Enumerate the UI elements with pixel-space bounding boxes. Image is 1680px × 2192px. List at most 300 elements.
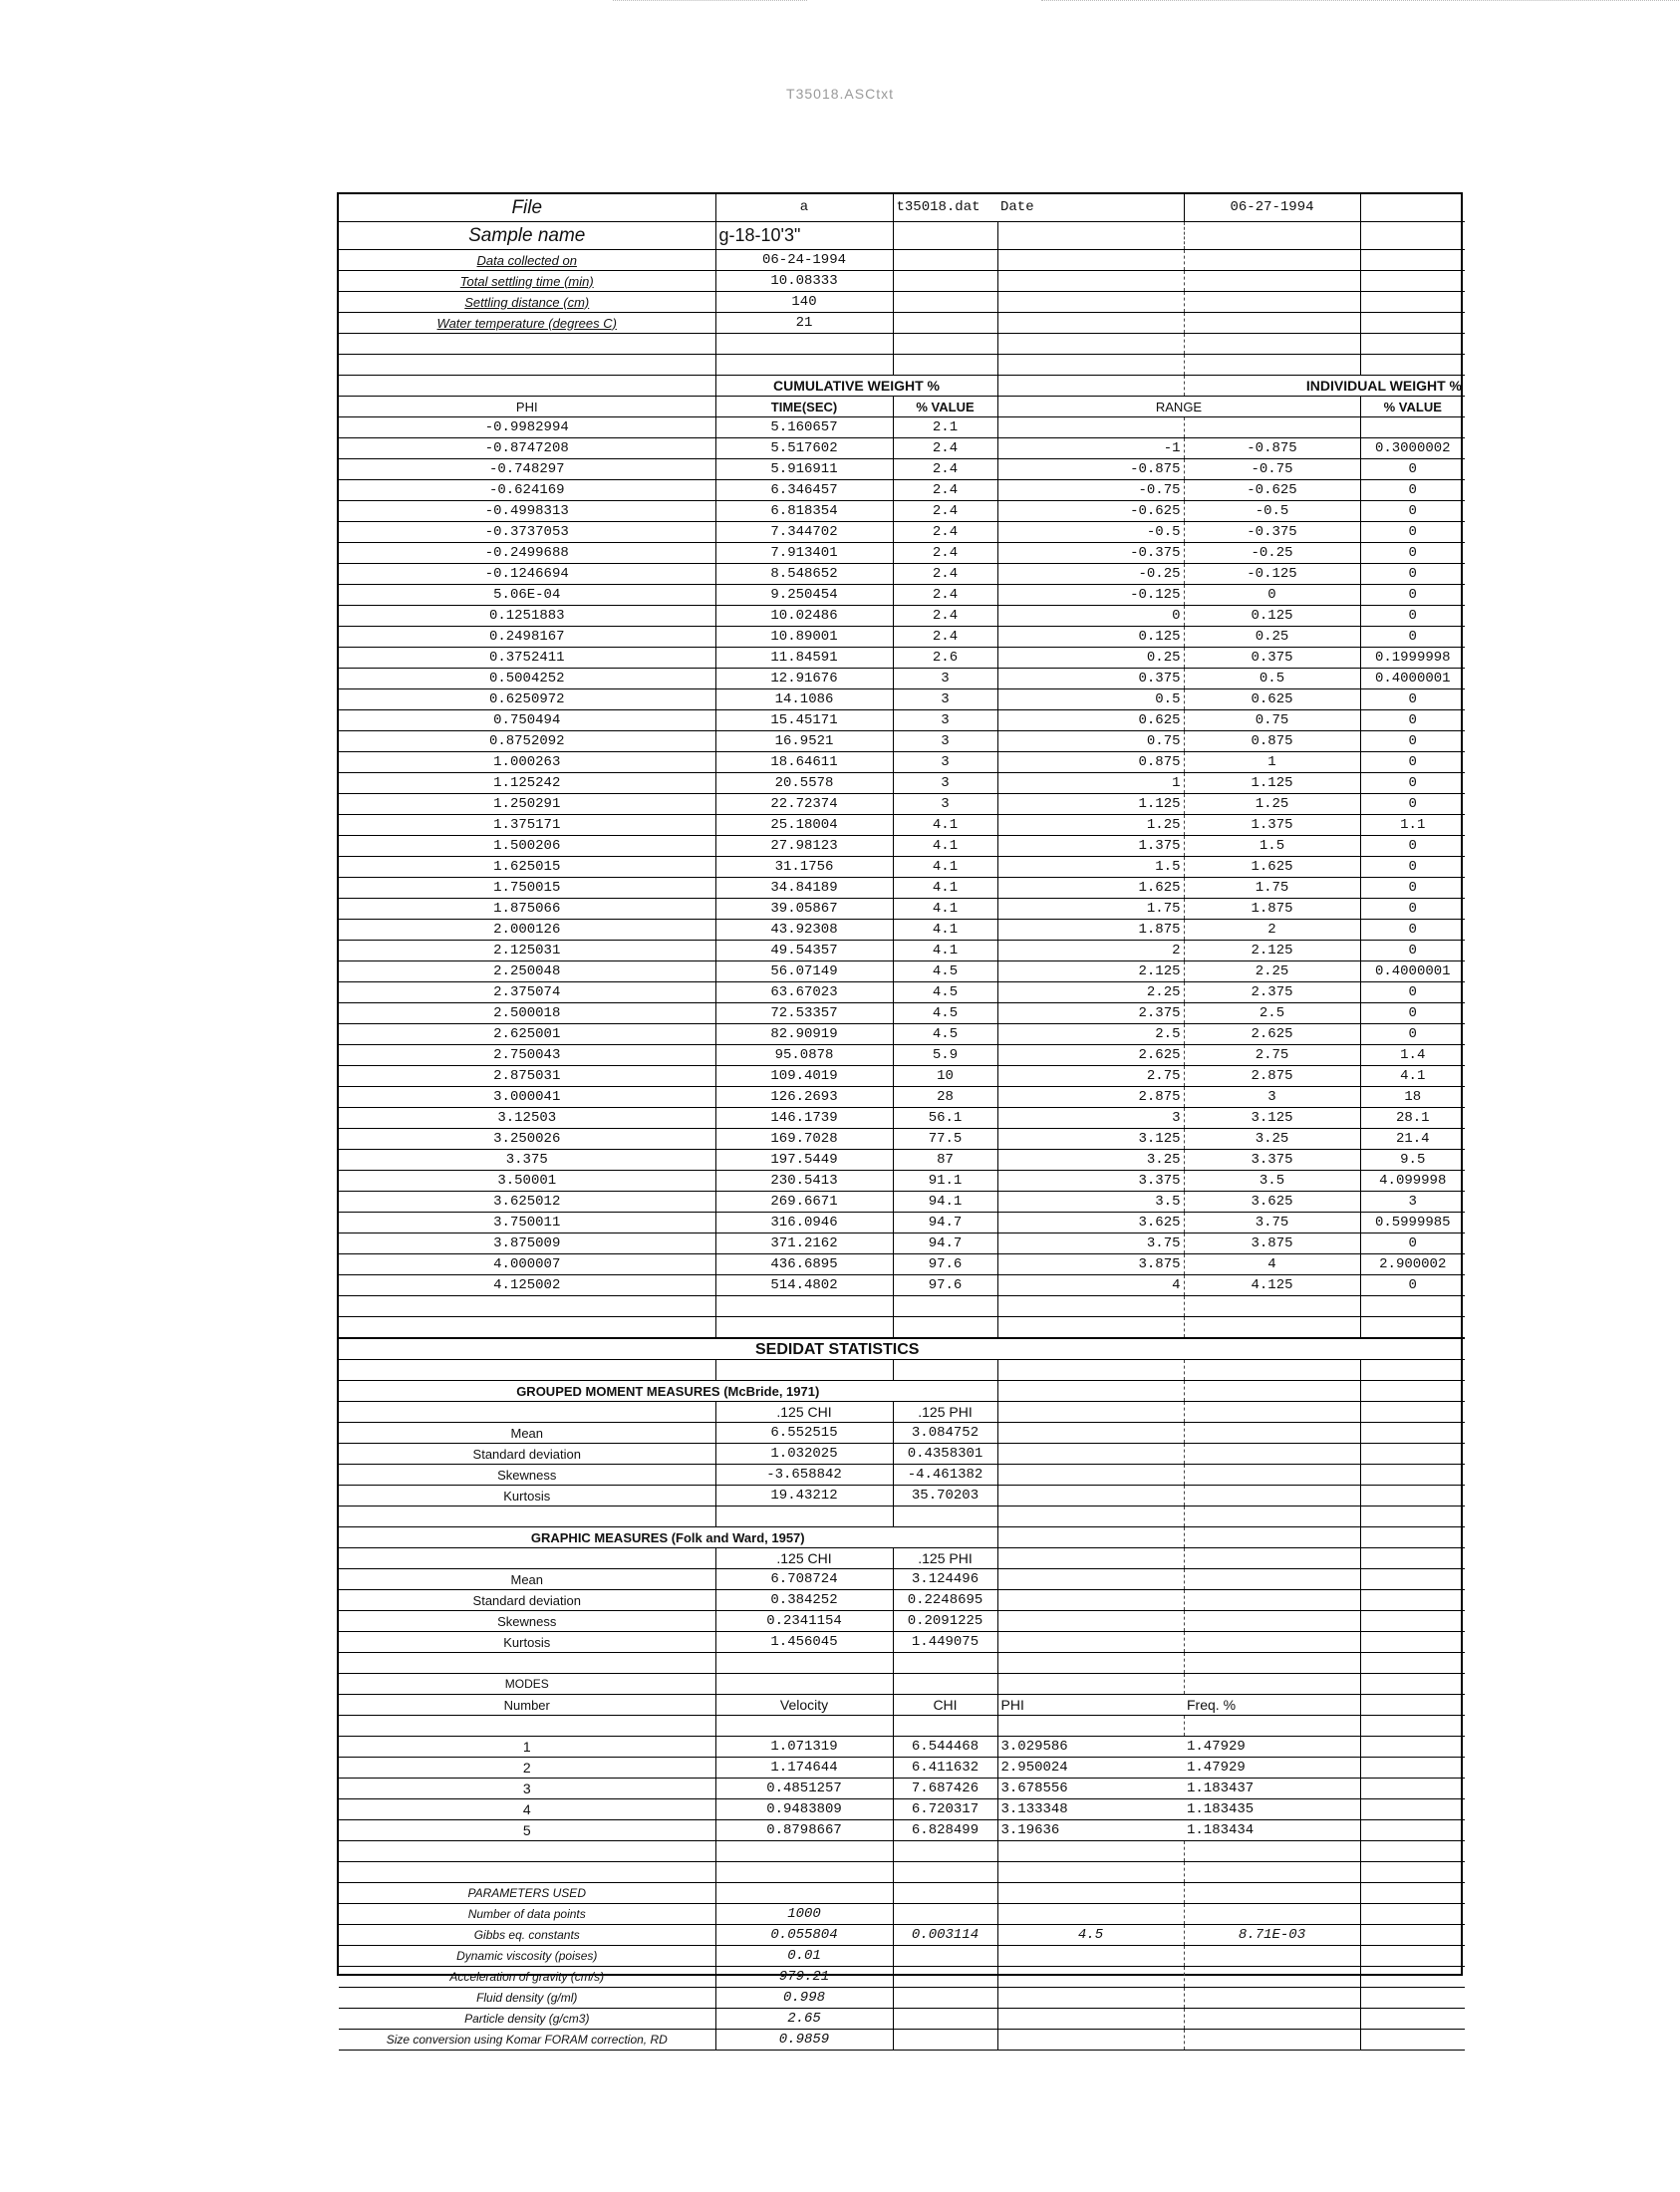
stat-label: Standard deviation bbox=[339, 1590, 715, 1611]
ivalue-cell: 0 bbox=[1360, 543, 1465, 564]
ivalue-cell: 0 bbox=[1360, 459, 1465, 480]
ivalue-cell: 9.5 bbox=[1360, 1150, 1465, 1171]
param-v1: 2.65 bbox=[715, 2009, 893, 2030]
empty-cell bbox=[339, 1317, 715, 1339]
empty-cell bbox=[715, 1317, 893, 1339]
range-from-cell: -0.375 bbox=[997, 543, 1184, 564]
stat-chi: 0.384252 bbox=[715, 1590, 893, 1611]
ivalue-cell: 0 bbox=[1360, 606, 1465, 627]
param-v1: 979.21 bbox=[715, 1967, 893, 1988]
time-cell: 197.5449 bbox=[715, 1150, 893, 1171]
range-to-cell: 0.75 bbox=[1184, 710, 1360, 731]
empty-cell bbox=[893, 1653, 997, 1674]
value-cell: 4.1 bbox=[893, 920, 997, 941]
graphic-title-row bbox=[339, 1527, 1465, 1548]
param-v2 bbox=[893, 1904, 997, 1925]
param-label: Particle density (g/cm3) bbox=[339, 2009, 715, 2030]
empty-cell bbox=[997, 1402, 1184, 1423]
stat-chi: 6.552515 bbox=[715, 1423, 893, 1444]
data-row bbox=[339, 920, 1465, 941]
empty-cell bbox=[1184, 250, 1360, 271]
empty-cell bbox=[997, 1360, 1184, 1381]
mode-velocity: 1.071319 bbox=[715, 1737, 893, 1758]
range-from-cell: 2.625 bbox=[997, 1045, 1184, 1066]
ivalue-cell: 0 bbox=[1360, 480, 1465, 501]
meta-value: 10.08333 bbox=[715, 271, 893, 292]
mode-freq: 1.183437 bbox=[1184, 1779, 1360, 1799]
empty-cell bbox=[715, 1674, 893, 1695]
empty-cell bbox=[1184, 1402, 1360, 1423]
param-label: Fluid density (g/ml) bbox=[339, 1988, 715, 2009]
param-v3: 4.5 bbox=[997, 1925, 1184, 1946]
empty-cell bbox=[1360, 1779, 1465, 1799]
range-from-cell: -0.75 bbox=[997, 480, 1184, 501]
value-cell: 4.5 bbox=[893, 1024, 997, 1045]
ivalue-cell: 0 bbox=[1360, 773, 1465, 794]
param-v1: 0.9859 bbox=[715, 2030, 893, 2051]
phi-cell: 1.250291 bbox=[339, 794, 715, 815]
params-title: PARAMETERS USED bbox=[339, 1883, 715, 1904]
range-from-cell: 3.5 bbox=[997, 1192, 1184, 1213]
empty-cell bbox=[715, 1360, 893, 1381]
empty-cell bbox=[1360, 1904, 1465, 1925]
mode-chi: 6.720317 bbox=[893, 1799, 997, 1820]
param-row bbox=[339, 2009, 1465, 2030]
blank-row bbox=[339, 1716, 1465, 1737]
empty-cell bbox=[893, 334, 997, 355]
range-from-cell: 1 bbox=[997, 773, 1184, 794]
ivalue-cell: 0.4000001 bbox=[1360, 961, 1465, 982]
empty-cell bbox=[1360, 1695, 1465, 1716]
empty-cell bbox=[1360, 1820, 1465, 1841]
grouped-header-row bbox=[339, 1402, 1465, 1423]
blank-row bbox=[339, 1317, 1465, 1339]
time-cell: 49.54357 bbox=[715, 941, 893, 961]
range-from-cell: 0.625 bbox=[997, 710, 1184, 731]
time-cell: 15.45171 bbox=[715, 710, 893, 731]
data-row bbox=[339, 731, 1465, 752]
params-title-row bbox=[339, 1883, 1465, 1904]
mode-chi: 7.687426 bbox=[893, 1779, 997, 1799]
ivalue-cell: 2.900002 bbox=[1360, 1254, 1465, 1275]
empty-cell bbox=[1360, 1569, 1465, 1590]
ivalue-cell: 0 bbox=[1360, 501, 1465, 522]
empty-cell bbox=[997, 1465, 1184, 1486]
meta-row bbox=[339, 250, 1465, 271]
empty-cell bbox=[893, 1507, 997, 1527]
empty-cell bbox=[1184, 1381, 1360, 1402]
time-cell: 8.548652 bbox=[715, 564, 893, 585]
empty-cell bbox=[893, 1360, 997, 1381]
empty-cell bbox=[997, 1296, 1184, 1317]
range-from-cell: 3.875 bbox=[997, 1254, 1184, 1275]
mode-number: 4 bbox=[339, 1799, 715, 1820]
time-cell: 269.6671 bbox=[715, 1192, 893, 1213]
time-cell: 27.98123 bbox=[715, 836, 893, 857]
range-from-cell: 0 bbox=[997, 606, 1184, 627]
param-v2 bbox=[893, 2009, 997, 2030]
data-row bbox=[339, 606, 1465, 627]
value-cell: 28 bbox=[893, 1087, 997, 1108]
modes-title-row bbox=[339, 1674, 1465, 1695]
empty-cell bbox=[339, 1653, 715, 1674]
data-row bbox=[339, 1171, 1465, 1192]
mode-row bbox=[339, 1779, 1465, 1799]
value-cell: 5.9 bbox=[893, 1045, 997, 1066]
param-row bbox=[339, 1946, 1465, 1967]
time-cell: 18.64611 bbox=[715, 752, 893, 773]
phi-cell: 2.750043 bbox=[339, 1045, 715, 1066]
param-row bbox=[339, 1988, 1465, 2009]
empty-cell bbox=[1360, 1967, 1465, 1988]
range-to-cell: -0.375 bbox=[1184, 522, 1360, 543]
mode-number: 2 bbox=[339, 1758, 715, 1779]
empty-cell bbox=[997, 1507, 1184, 1527]
phi-cell: -0.2499688 bbox=[339, 543, 715, 564]
empty-cell bbox=[1184, 334, 1360, 355]
data-row bbox=[339, 1108, 1465, 1129]
param-v2 bbox=[893, 1946, 997, 1967]
empty-cell bbox=[1184, 1590, 1360, 1611]
phi-cell: 2.375074 bbox=[339, 982, 715, 1003]
phi-cell: 1.875066 bbox=[339, 899, 715, 920]
ivalue-cell: 4.099998 bbox=[1360, 1171, 1465, 1192]
range-to-cell: 3.875 bbox=[1184, 1233, 1360, 1254]
mode-row bbox=[339, 1799, 1465, 1820]
col-phi: .125 PHI bbox=[893, 1548, 997, 1569]
range-to-cell: 0 bbox=[1184, 585, 1360, 606]
empty-cell bbox=[893, 250, 997, 271]
range-from-cell: 1.5 bbox=[997, 857, 1184, 878]
file-label: File bbox=[339, 194, 715, 222]
value-cell: 10 bbox=[893, 1066, 997, 1087]
range-to-cell: 0.875 bbox=[1184, 731, 1360, 752]
empty-cell bbox=[997, 1548, 1184, 1569]
value-cell: 3 bbox=[893, 773, 997, 794]
empty-cell bbox=[893, 355, 997, 376]
empty-cell bbox=[997, 355, 1184, 376]
empty-cell bbox=[997, 1841, 1184, 1862]
empty-cell bbox=[1360, 1674, 1465, 1695]
range-to-cell: 0.125 bbox=[1184, 606, 1360, 627]
empty-cell bbox=[997, 1862, 1184, 1883]
param-v2 bbox=[893, 2030, 997, 2051]
phi-cell: -0.1246694 bbox=[339, 564, 715, 585]
empty-cell bbox=[997, 1653, 1184, 1674]
data-row bbox=[339, 1087, 1465, 1108]
ivalue-cell: 0 bbox=[1360, 585, 1465, 606]
empty-cell bbox=[339, 355, 715, 376]
phi-cell: 4.000007 bbox=[339, 1254, 715, 1275]
mode-phi: 3.029586 bbox=[997, 1737, 1184, 1758]
mode-number: 5 bbox=[339, 1820, 715, 1841]
data-row bbox=[339, 773, 1465, 794]
empty-cell bbox=[893, 271, 997, 292]
time-cell: 72.53357 bbox=[715, 1003, 893, 1024]
range-to-cell: 1.25 bbox=[1184, 794, 1360, 815]
ivalue-cell: 1.1 bbox=[1360, 815, 1465, 836]
data-row bbox=[339, 794, 1465, 815]
range-from-cell: 0.875 bbox=[997, 752, 1184, 773]
data-row bbox=[339, 710, 1465, 731]
empty-cell bbox=[997, 1632, 1184, 1653]
param-v4 bbox=[1184, 2009, 1360, 2030]
param-v3 bbox=[997, 1988, 1184, 2009]
sample-value: g-18-10'3" bbox=[715, 222, 893, 250]
phi-cell: 5.06E-04 bbox=[339, 585, 715, 606]
blank-row bbox=[339, 1862, 1465, 1883]
empty-cell bbox=[997, 250, 1184, 271]
range-to-cell: -0.125 bbox=[1184, 564, 1360, 585]
value-cell: 2.4 bbox=[893, 585, 997, 606]
data-row bbox=[339, 564, 1465, 585]
ivalue-cell: 4.1 bbox=[1360, 1066, 1465, 1087]
mode-velocity: 0.9483809 bbox=[715, 1799, 893, 1820]
scan-artifact-right bbox=[1041, 0, 1679, 3]
param-v2 bbox=[893, 1988, 997, 2009]
empty-cell bbox=[1360, 271, 1465, 292]
range-from-cell: -0.5 bbox=[997, 522, 1184, 543]
empty-cell bbox=[339, 1296, 715, 1317]
value-cell: 4.1 bbox=[893, 878, 997, 899]
range-to-cell: 0.625 bbox=[1184, 689, 1360, 710]
range-from-cell bbox=[997, 417, 1184, 438]
empty-cell bbox=[1360, 1527, 1465, 1548]
mode-freq: 1.47929 bbox=[1184, 1758, 1360, 1779]
meta-row bbox=[339, 313, 1465, 334]
blank-row bbox=[339, 334, 1465, 355]
empty-cell bbox=[715, 1653, 893, 1674]
time-cell: 22.72374 bbox=[715, 794, 893, 815]
ivalue-cell: 0 bbox=[1360, 689, 1465, 710]
data-row bbox=[339, 878, 1465, 899]
value-cell: 56.1 bbox=[893, 1108, 997, 1129]
range-to-cell: 0.375 bbox=[1184, 648, 1360, 669]
empty-cell bbox=[1360, 2009, 1465, 2030]
phi-cell: -0.9982994 bbox=[339, 417, 715, 438]
time-cell: 11.84591 bbox=[715, 648, 893, 669]
stat-chi: 1.032025 bbox=[715, 1444, 893, 1465]
empty-cell bbox=[1184, 1465, 1360, 1486]
range-to-cell bbox=[1184, 417, 1360, 438]
date-label: Date bbox=[997, 194, 1184, 222]
empty-cell bbox=[1184, 271, 1360, 292]
meta-label: Data collected on bbox=[339, 250, 715, 271]
col-phi: PHI bbox=[339, 397, 715, 417]
ivalue-cell: 0 bbox=[1360, 941, 1465, 961]
meta-label: Settling distance (cm) bbox=[339, 292, 715, 313]
range-from-cell: 3.75 bbox=[997, 1233, 1184, 1254]
range-to-cell: 3.5 bbox=[1184, 1171, 1360, 1192]
time-cell: 230.5413 bbox=[715, 1171, 893, 1192]
empty-cell bbox=[339, 334, 715, 355]
range-to-cell: 2.5 bbox=[1184, 1003, 1360, 1024]
ivalue-cell: 0 bbox=[1360, 1233, 1465, 1254]
ivalue-cell: 0 bbox=[1360, 794, 1465, 815]
ivalue-cell: 0 bbox=[1360, 899, 1465, 920]
time-cell: 5.160657 bbox=[715, 417, 893, 438]
empty-cell bbox=[1360, 1611, 1465, 1632]
phi-cell: 2.875031 bbox=[339, 1066, 715, 1087]
range-from-cell: 0.25 bbox=[997, 648, 1184, 669]
empty-cell bbox=[1184, 1611, 1360, 1632]
value-cell: 4.1 bbox=[893, 899, 997, 920]
empty-cell bbox=[1360, 1381, 1465, 1402]
range-to-cell: 4 bbox=[1184, 1254, 1360, 1275]
empty-cell bbox=[715, 355, 893, 376]
range-to-cell: 1.125 bbox=[1184, 773, 1360, 794]
stats-title-row bbox=[339, 1338, 1465, 1360]
range-from-cell: 3.625 bbox=[997, 1213, 1184, 1233]
mode-velocity: 0.8798667 bbox=[715, 1820, 893, 1841]
ivalue-cell: 0 bbox=[1360, 836, 1465, 857]
ivalue-cell: 0.5999985 bbox=[1360, 1213, 1465, 1233]
phi-cell: 0.3752411 bbox=[339, 648, 715, 669]
blank-row bbox=[339, 1507, 1465, 1527]
mode-velocity: 0.4851257 bbox=[715, 1779, 893, 1799]
ivalue-cell bbox=[1360, 417, 1465, 438]
data-row bbox=[339, 543, 1465, 564]
data-row bbox=[339, 1233, 1465, 1254]
empty-cell bbox=[1184, 1862, 1360, 1883]
col-velocity: Velocity bbox=[715, 1695, 893, 1716]
col-phi: .125 PHI bbox=[893, 1402, 997, 1423]
value-cell: 4.1 bbox=[893, 815, 997, 836]
empty-cell bbox=[1360, 1988, 1465, 2009]
empty-cell bbox=[1360, 1653, 1465, 1674]
data-row bbox=[339, 1213, 1465, 1233]
empty-cell bbox=[1360, 1444, 1465, 1465]
value-cell: 2.4 bbox=[893, 522, 997, 543]
param-row bbox=[339, 1904, 1465, 1925]
time-cell: 126.2693 bbox=[715, 1087, 893, 1108]
ivalue-cell: 0 bbox=[1360, 1275, 1465, 1296]
empty-cell bbox=[997, 313, 1184, 334]
data-row bbox=[339, 522, 1465, 543]
empty-cell bbox=[1360, 2030, 1465, 2051]
empty-cell bbox=[339, 1716, 715, 1737]
empty-cell bbox=[339, 1360, 715, 1381]
ivalue-cell: 1.4 bbox=[1360, 1045, 1465, 1066]
value-cell: 94.1 bbox=[893, 1192, 997, 1213]
phi-cell: 3.000041 bbox=[339, 1087, 715, 1108]
range-from-cell: 0.125 bbox=[997, 627, 1184, 648]
scan-artifact-left bbox=[613, 0, 807, 3]
empty-cell bbox=[893, 1883, 997, 1904]
time-cell: 31.1756 bbox=[715, 857, 893, 878]
data-row bbox=[339, 899, 1465, 920]
stat-phi: 3.084752 bbox=[893, 1423, 997, 1444]
range-from-cell: 3.125 bbox=[997, 1129, 1184, 1150]
range-to-cell: -0.75 bbox=[1184, 459, 1360, 480]
time-cell: 39.05867 bbox=[715, 899, 893, 920]
col-value: % VALUE bbox=[893, 397, 997, 417]
mode-freq: 1.183434 bbox=[1184, 1820, 1360, 1841]
empty-cell bbox=[1360, 1632, 1465, 1653]
phi-cell: 3.875009 bbox=[339, 1233, 715, 1254]
phi-cell: 0.8752092 bbox=[339, 731, 715, 752]
range-from-cell: 0.5 bbox=[997, 689, 1184, 710]
param-v1: 0.055804 bbox=[715, 1925, 893, 1946]
file-row bbox=[339, 194, 1465, 222]
empty-cell bbox=[997, 1444, 1184, 1465]
phi-cell: -0.624169 bbox=[339, 480, 715, 501]
empty-cell bbox=[1360, 1465, 1465, 1486]
data-row bbox=[339, 982, 1465, 1003]
time-cell: 5.517602 bbox=[715, 438, 893, 459]
empty-cell bbox=[997, 1590, 1184, 1611]
range-to-cell: -0.875 bbox=[1184, 438, 1360, 459]
mode-row bbox=[339, 1820, 1465, 1841]
value-cell: 3 bbox=[893, 752, 997, 773]
time-cell: 169.7028 bbox=[715, 1129, 893, 1150]
data-sheet bbox=[337, 192, 1463, 2048]
range-from-cell: 2.875 bbox=[997, 1087, 1184, 1108]
phi-cell: 3.250026 bbox=[339, 1129, 715, 1150]
range-from-cell: 2.125 bbox=[997, 961, 1184, 982]
empty-cell bbox=[1360, 1402, 1465, 1423]
modes-header-row bbox=[339, 1695, 1465, 1716]
data-row bbox=[339, 1150, 1465, 1171]
phi-cell: 2.500018 bbox=[339, 1003, 715, 1024]
time-cell: 20.5578 bbox=[715, 773, 893, 794]
data-row bbox=[339, 815, 1465, 836]
empty-cell bbox=[997, 1716, 1184, 1737]
empty-cell bbox=[1360, 1716, 1465, 1737]
meta-row bbox=[339, 292, 1465, 313]
range-from-cell: -0.125 bbox=[997, 585, 1184, 606]
phi-cell: -0.8747208 bbox=[339, 438, 715, 459]
param-v4 bbox=[1184, 1904, 1360, 1925]
time-cell: 7.913401 bbox=[715, 543, 893, 564]
ivalue-cell: 18 bbox=[1360, 1087, 1465, 1108]
param-v3 bbox=[997, 2030, 1184, 2051]
range-from-cell: -1 bbox=[997, 438, 1184, 459]
mode-row bbox=[339, 1737, 1465, 1758]
phi-cell: 2.000126 bbox=[339, 920, 715, 941]
graphic-title: GRAPHIC MEASURES (Folk and Ward, 1957) bbox=[339, 1527, 997, 1548]
data-row bbox=[339, 752, 1465, 773]
phi-cell: 1.000263 bbox=[339, 752, 715, 773]
empty-cell bbox=[997, 376, 1184, 397]
phi-cell: 3.12503 bbox=[339, 1108, 715, 1129]
stat-label: Mean bbox=[339, 1423, 715, 1444]
param-label: Size conversion using Komar FORAM correction, RD bbox=[339, 2030, 715, 2051]
stat-phi: 0.4358301 bbox=[893, 1444, 997, 1465]
range-from-cell: 2.25 bbox=[997, 982, 1184, 1003]
mode-velocity: 1.174644 bbox=[715, 1758, 893, 1779]
empty-cell bbox=[1360, 1548, 1465, 1569]
stat-label: Standard deviation bbox=[339, 1444, 715, 1465]
empty-cell bbox=[893, 1841, 997, 1862]
empty-cell bbox=[1360, 1758, 1465, 1779]
param-v3 bbox=[997, 1904, 1184, 1925]
page-header-filename: T35018.ASCtxt bbox=[786, 86, 894, 102]
value-cell: 2.4 bbox=[893, 501, 997, 522]
ivalue-cell: 0 bbox=[1360, 522, 1465, 543]
ivalue-cell: 0 bbox=[1360, 920, 1465, 941]
phi-cell: 1.375171 bbox=[339, 815, 715, 836]
stat-phi: 3.124496 bbox=[893, 1569, 997, 1590]
empty-cell bbox=[997, 334, 1184, 355]
value-cell: 97.6 bbox=[893, 1254, 997, 1275]
stat-phi: 1.449075 bbox=[893, 1632, 997, 1653]
empty-cell bbox=[715, 1507, 893, 1527]
phi-cell: 4.125002 bbox=[339, 1275, 715, 1296]
phi-cell: 0.6250972 bbox=[339, 689, 715, 710]
data-row bbox=[339, 941, 1465, 961]
blank-row bbox=[339, 355, 1465, 376]
